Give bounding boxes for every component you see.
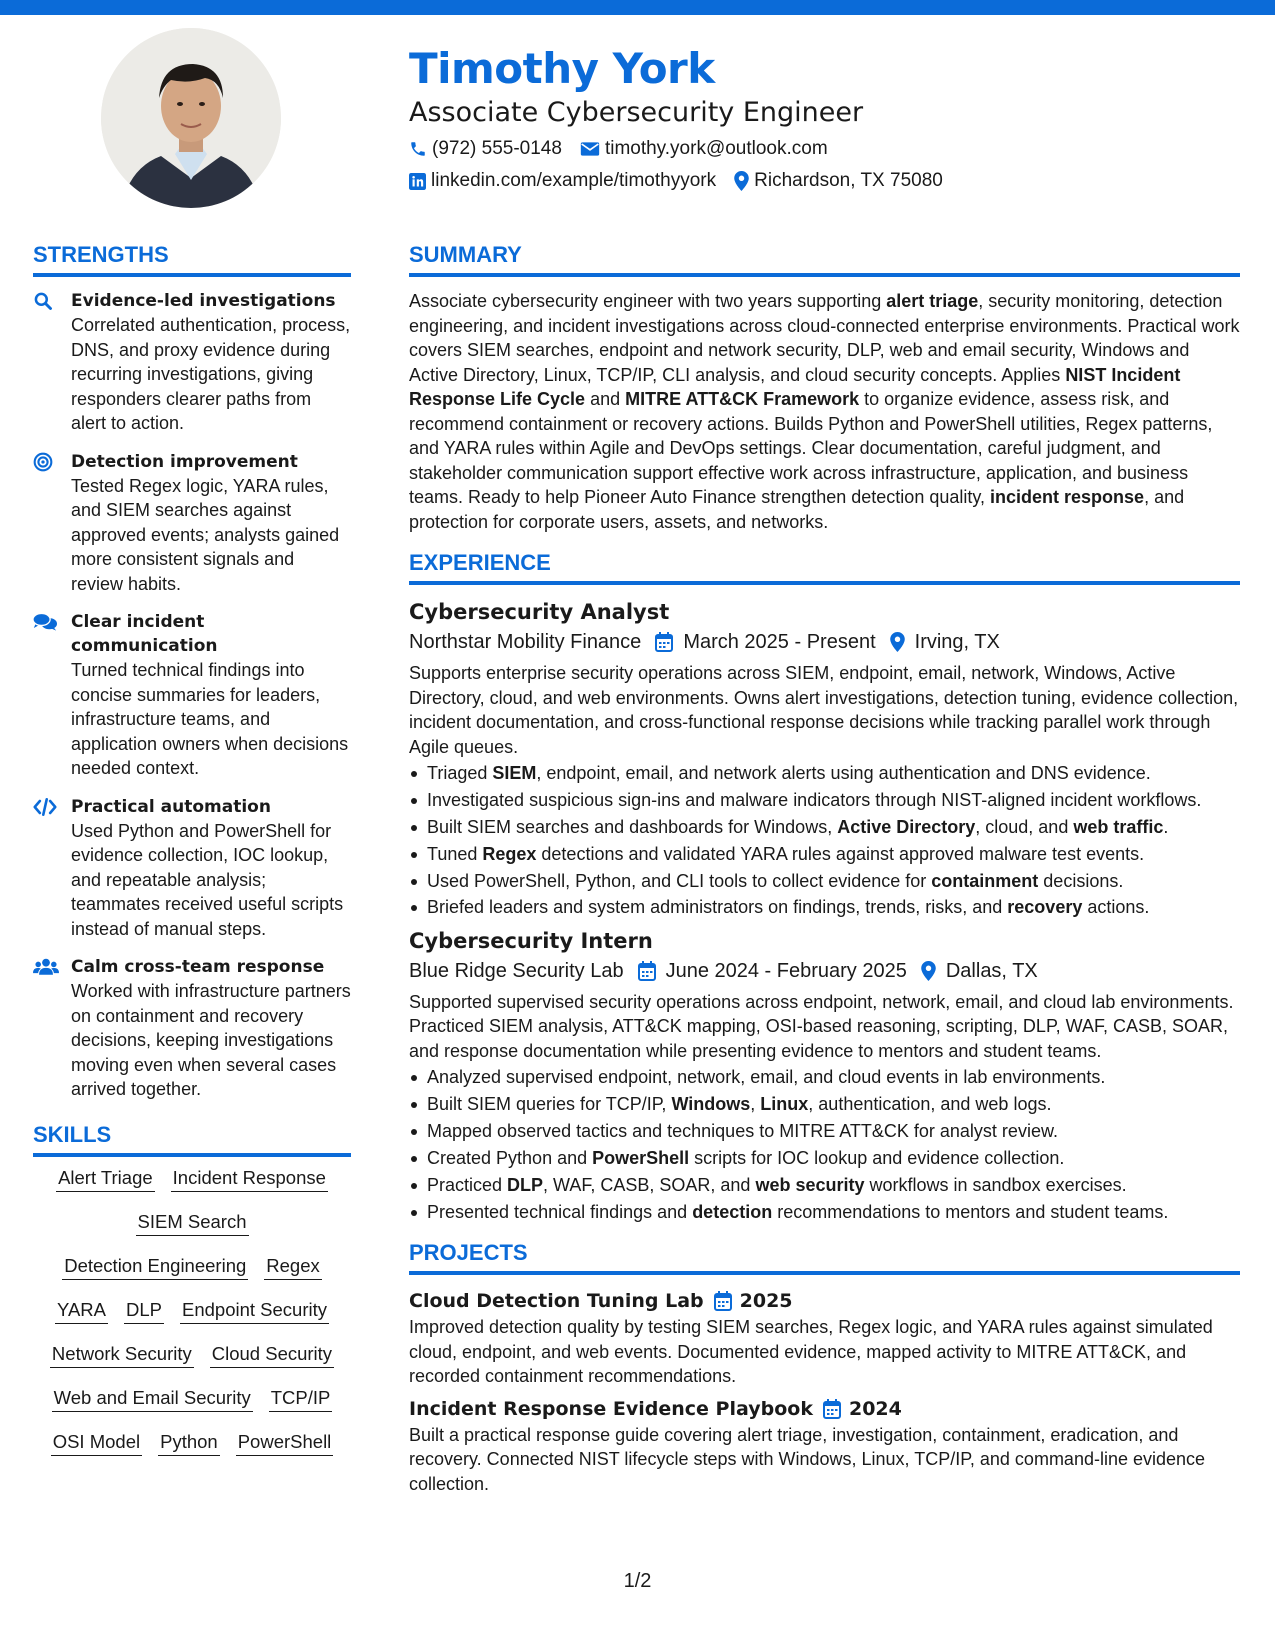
project-year: 2024 [848, 1397, 902, 1420]
job-title: Cybersecurity Intern [409, 928, 653, 953]
strengths-heading: STRENGTHS [33, 240, 351, 277]
strength-item [33, 450, 351, 597]
skill-tag: YARA [55, 1297, 108, 1324]
contact-row-2 [409, 166, 1239, 196]
linkedin-contact[interactable] [409, 166, 716, 196]
job-bullet: Built SIEM searches and dashboards for Windows, Active Directory, cloud, and web traffic. [409, 815, 1240, 840]
job-bullets [409, 761, 1240, 920]
users-icon [33, 957, 59, 977]
map-pin-icon [921, 961, 936, 981]
skill-tag: TCP/IP [269, 1385, 333, 1412]
skill-tag: DLP [124, 1297, 164, 1324]
project-description: Built a practical response guide covering alert triage, investigation, containment, eradication, and recovery. Connected NIST lifecycle steps with Windows, Linux, TCP/IP, and command-line evidence collection. [409, 1424, 1206, 1494]
skills-list [33, 1165, 351, 1456]
job-title: Cybersecurity Analyst [409, 600, 670, 624]
project-description: Improved detection quality by testing SIEM searches, Regex logic, and YARA rules against simulated cloud, endpoint, and web events. Documented evidence, mapped activity to MITRE ATT&CK, and recorded containment recommendations. [409, 1317, 1213, 1387]
strength-title: Detection improvement [71, 451, 298, 472]
phone-icon [409, 140, 427, 158]
strength-desc: Tested Regex logic, YARA rules, and SIEM searches against approved events; analysts gained more consistent signals and review habits. [71, 475, 340, 594]
left-column [33, 240, 351, 1473]
skill-tag: PowerShell [236, 1429, 334, 1456]
strength-desc: Worked with infrastructure partners on containment and recovery decisions, keeping investigations moving even when several cases arrived together. [71, 981, 351, 1099]
strength-desc: Turned technical findings into concise summaries for leaders, infrastructure teams, and application owners when decisions needed context. [71, 660, 349, 778]
profile-photo [101, 28, 281, 208]
phone-contact [409, 134, 562, 164]
job-bullet: Analyzed supervised endpoint, network, email, and cloud events in lab environments. [409, 1065, 1240, 1090]
project-entry [409, 1287, 1240, 1389]
strength-item [33, 795, 351, 942]
strength-desc: Correlated authentication, process, DNS, and proxy evidence during recurring investigations, giving responders clearer paths from alert to action. [71, 315, 351, 433]
candidate-name: Timothy York [409, 44, 715, 93]
skill-tag: Regex [264, 1253, 321, 1280]
skill-tag: Web and Email Security [52, 1385, 253, 1412]
contact-row-1 [409, 134, 1239, 164]
calendar-icon [823, 1399, 841, 1419]
skill-tag: Network Security [50, 1341, 194, 1368]
linkedin-icon [409, 173, 426, 190]
skill-tag: Incident Response [171, 1165, 328, 1192]
skills-heading: SKILLS [33, 1120, 351, 1157]
job-entry [409, 597, 1240, 920]
job-dates: March 2025 - Present [683, 631, 876, 653]
calendar-icon [638, 961, 656, 981]
right-column [409, 240, 1240, 1496]
strength-title: Calm cross-team response [71, 957, 325, 977]
job-bullet: Built SIEM queries for TCP/IP, Windows, Linux, authentication, and web logs. [409, 1092, 1240, 1117]
job-description: Supported supervised security operations across endpoint, network, email, and cloud lab environments. Practiced SIEM analysis, ATT&CK mapping, OSI-based reasoning, scripting, DLP, WAF, CASB, SOAR, and response documentation while presenting evidence to mentors and student teams. [409, 991, 1234, 1061]
top-accent-bar [0, 0, 1275, 15]
project-title: Cloud Detection Tuning Lab [409, 1290, 704, 1313]
email-text: timothy.york@outlook.com [604, 138, 828, 159]
company-name: Blue Ridge Security Lab [409, 959, 624, 982]
job-bullet: Practiced DLP, WAF, CASB, SOAR, and web security workflows in sandbox exercises. [409, 1173, 1240, 1198]
job-entry [409, 926, 1240, 1224]
envelope-icon [580, 141, 600, 157]
calendar-icon [714, 1291, 732, 1311]
linkedin-text: linkedin.com/example/timothyyork [431, 170, 717, 191]
skill-tag: OSI Model [51, 1429, 142, 1456]
company-name: Northstar Mobility Finance [409, 631, 642, 653]
job-description: Supports enterprise security operations across SIEM, endpoint, email, network, Windows, Active Directory, cloud, and web environments. Owns alert investigations, detection tuning, evidence collection, incident documentation, and cross-functional response decisions while tracking parallel work through Agile queues. [409, 663, 1239, 757]
summary-text: Associate cybersecurity engineer with two years supporting alert triage, security monitoring, detection engineering, and incident investigations across cloud-connected enterprise environments. Practical work covers SIEM searches, endpoint and network security, DLP, web and email security, Windows and Active Directory, Linux, TCP/IP, CLI analysis, and cloud security concepts. Applies NIST Incident Response Life Cycle and MITRE ATT&CK Framework to organize evidence, assess risk, and recommend containment or recovery actions. Builds Python and PowerShell utilities, Regex patterns, and YARA rules within Agile and DevOps settings. Clear documentation, careful judgment, and stakeholder communication support effective work across infrastructure, application, and business teams. Ready to help Pioneer Auto Finance strengthen detection quality, incident response, and protection for corporate users, assets, and networks. [409, 291, 1240, 532]
project-entry [409, 1395, 1240, 1497]
location-text: Richardson, TX 75080 [754, 170, 943, 191]
map-pin-icon [890, 632, 905, 652]
skill-tag: SIEM Search [136, 1209, 249, 1236]
search-icon [33, 291, 53, 311]
strength-item [33, 955, 351, 1102]
skill-tag: Python [158, 1429, 220, 1456]
strength-title: Practical automation [71, 796, 271, 817]
map-pin-icon [734, 171, 749, 191]
job-bullet: Triaged SIEM, endpoint, email, and network alerts using authentication and DNS evidence. [409, 761, 1240, 786]
comments-icon [33, 612, 57, 632]
strength-item [33, 289, 351, 436]
job-location: Dallas, TX [945, 959, 1038, 982]
project-title: Incident Response Evidence Playbook [409, 1397, 813, 1420]
job-bullet: Presented technical findings and detection recommendations to mentors and student teams. [409, 1200, 1240, 1225]
job-bullet: Used PowerShell, Python, and CLI tools to collect evidence for containment decisions. [409, 869, 1240, 894]
experience-heading: EXPERIENCE [409, 548, 1240, 585]
target-icon [33, 452, 53, 472]
job-bullet: Created Python and PowerShell scripts for IOC lookup and evidence collection. [409, 1146, 1240, 1171]
strength-desc: Used Python and PowerShell for evidence collection, IOC lookup, and repeatable analysis; teammates received useful scripts instead of manual steps. [71, 820, 344, 939]
resume-header [409, 42, 1239, 196]
candidate-title: Associate Cybersecurity Engineer [409, 97, 864, 128]
phone-text: (972) 555-0148 [432, 138, 562, 159]
skill-tag: Alert Triage [56, 1165, 155, 1192]
calendar-icon [655, 632, 673, 652]
skill-tag: Cloud Security [210, 1341, 334, 1368]
code-icon [33, 797, 57, 817]
job-bullet: Investigated suspicious sign-ins and malware indicators through NIST-aligned incident workflows. [409, 788, 1240, 813]
strength-item [33, 610, 351, 781]
skill-tag: Endpoint Security [180, 1297, 329, 1324]
job-bullet: Tuned Regex detections and validated YARA rules against approved malware test events. [409, 842, 1240, 867]
strength-title: Evidence-led investigations [71, 291, 336, 311]
email-contact[interactable] [580, 134, 828, 164]
projects-heading: PROJECTS [409, 1238, 1240, 1275]
strength-title: Clear incident communication [71, 612, 218, 656]
job-bullet: Briefed leaders and system administrators on findings, trends, risks, and recovery actions. [409, 895, 1240, 920]
project-year: 2025 [739, 1290, 793, 1313]
summary-heading: SUMMARY [409, 240, 1240, 277]
location-contact [734, 166, 943, 196]
skill-tag: Detection Engineering [62, 1253, 248, 1280]
page-number: 1/2 [623, 1570, 652, 1592]
job-location: Irving, TX [914, 631, 1000, 653]
job-bullets [409, 1065, 1240, 1224]
job-bullet: Mapped observed tactics and techniques to MITRE ATT&CK for analyst review. [409, 1119, 1240, 1144]
job-dates: June 2024 - February 2025 [665, 959, 907, 982]
